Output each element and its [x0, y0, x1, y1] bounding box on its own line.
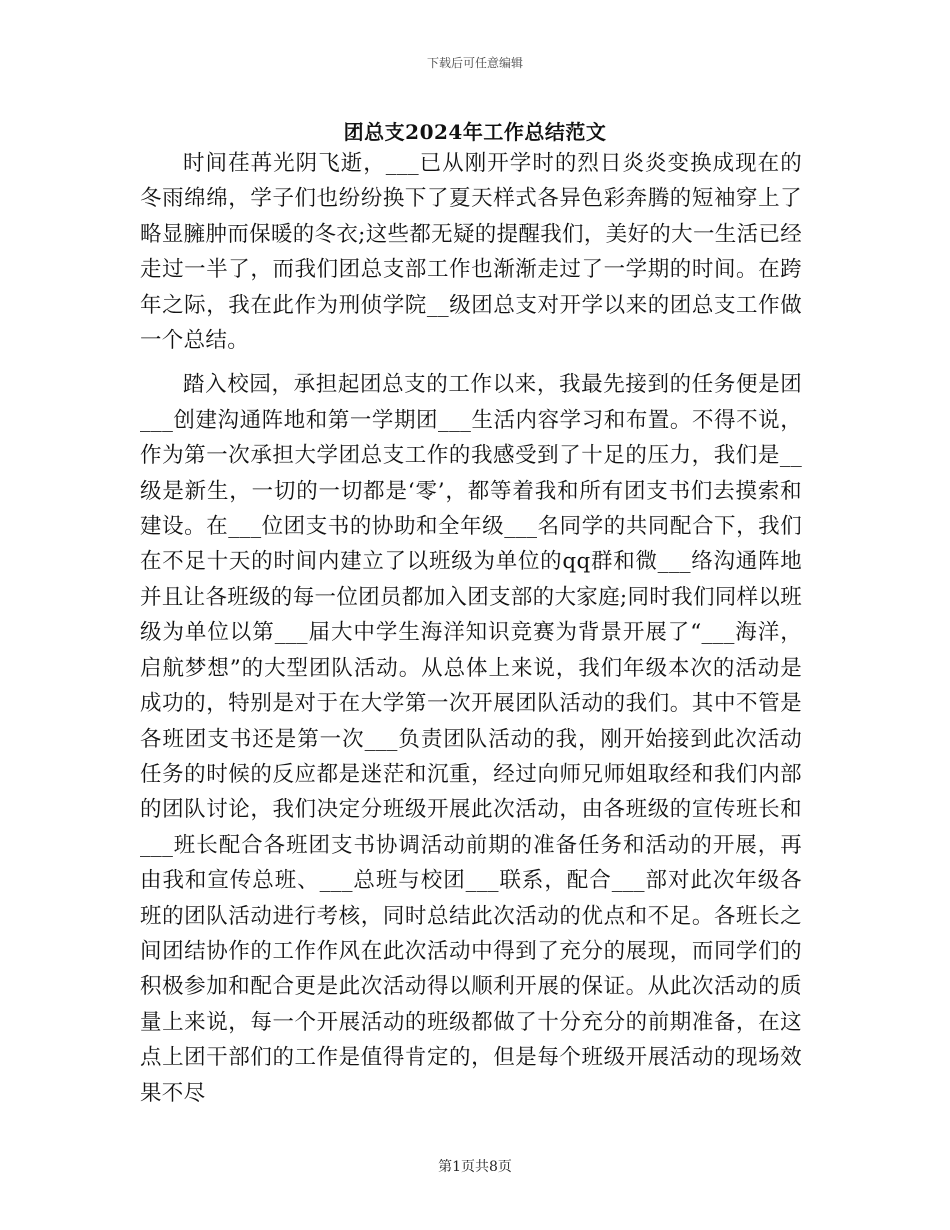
paragraph: 时间荏苒光阴飞逝，___已从刚开学时的烈日炎炎变换成现在的冬雨绵绵，学子们也纷纷换下了夏天样式各异色彩奔腾的短袖穿上了略显臃肿而保暖的冬衣;这些都无疑的提醒我们，美好的大一生活已经走过一半了，而我们团总支部工作也渐渐走过了一学期的时间。在跨年之际，我在此作为刑侦学院__级团总支对开学以来的团总支工作做一个总结。 — [140, 151, 802, 354]
page-number-footer: 第1页共8页 — [438, 1159, 512, 1175]
document-body — [140, 146, 802, 1120]
document-title: 团总支2024年工作总结范文 — [343, 120, 607, 144]
page-header-note: 下载后可任意编辑 — [426, 56, 523, 70]
paragraph: 踏入校园，承担起团总支的工作以来，我最先接到的任务便是团___创建沟通阵地和第一学期团___生活内容学习和布置。不得不说，作为第一次承担大学团总支工作的我感受到了十足的压力，我们是__级是新生，一切的一切都是‘零’，都等着我和所有团支书们去摸索和建设。在___位团支书的协助和全年级___名同学的共同配合下，我们在不足十天的时间内建立了以班级为单位的qq群和微___络沟通阵地并且让各班级的每一位团员都加入团支部的大家庭;同时我们同样以班级为单位以第___届大中学生海洋知识竞赛为背景开展了“___海洋，启航梦想”的大型团队活动。从总体上来说，我们年级本次的活动是成功的，特别是对于在大学第一次开展团队活动的我们。其中不管是各班团支书还是第一次___负责团队活动的我，刚开始接到此次活动任务的时候的反应都是迷茫和沉重，经过向师兄师姐取经和我们内部的团队讨论，我们决定分班级开展此次活动，由各班级的宣传班长和___班长配合各班团支书协调活动前期的准备任务和活动的开展，再由我和宣传总班、___总班与校团___联系，配合___部对此次年级各班的团队活动进行考核，同时总结此次活动的优点和不足。各班长之间团结协作的工作作风在此次活动中得到了充分的展现，而同学们的积极参加和配合更是此次活动得以顺利开展的保证。从此次活动的质量上来说，每一个开展活动的班级都做了十分充分的前期准备，在这点上团干部们的工作是值得肯定的，但是每个班级开展活动的现场效果不尽 — [140, 372, 802, 1106]
